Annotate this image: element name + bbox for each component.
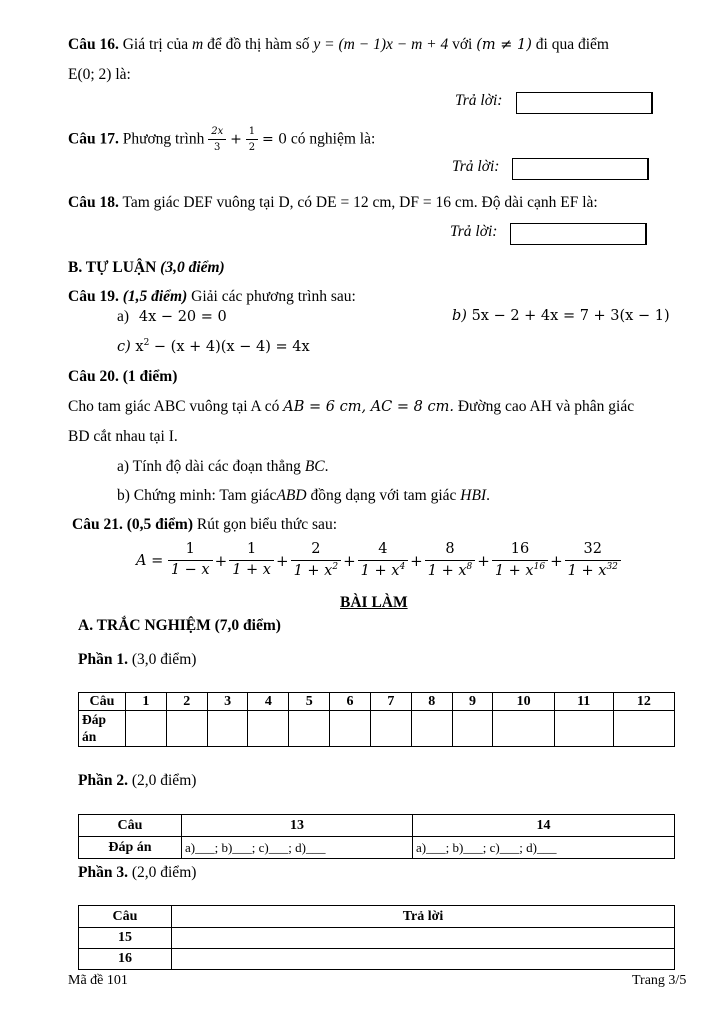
q21-term: $\frac{8}{1 + x^8}$ <box>425 542 476 580</box>
q16-answer-cell[interactable] <box>172 949 675 970</box>
answer-cell[interactable] <box>166 711 207 747</box>
q17-line: Câu 17. Phương trình $\frac{2x}{3}$ + $\frac{1}{2}$ = 0 có nghiệm là: <box>68 126 376 153</box>
bai-lam-heading: BÀI LÀM <box>340 594 408 611</box>
q20-line2: BD cắt nhau tại I. <box>68 428 178 445</box>
answer-cell[interactable] <box>613 711 674 747</box>
footer-exam-code: Mã đề 101 <box>68 973 128 988</box>
q18-answer-label: Trả lời: <box>450 223 498 240</box>
answer-cell[interactable] <box>554 711 613 747</box>
part-b-title: B. TỰ LUẬN (3,0 điểm) <box>68 259 225 276</box>
answer-cell[interactable] <box>452 711 493 747</box>
q19-line: Câu 19. (1,5 điểm) Giải các phương trình sau: <box>68 288 356 305</box>
q16-line1: Câu 16. Giá trị của m để đồ thị hàm số y = (m − 1)x − m + 4 với (m ≠ 1) đi qua điểm <box>68 36 609 53</box>
q20-b: b) Chứng minh: Tam giácABD đồng dạng với tam giác HBI. <box>117 487 490 504</box>
answer-cell[interactable] <box>493 711 554 747</box>
answer-cell[interactable] <box>370 711 411 747</box>
q17-fraction-1: $\frac{2x}{3}$ <box>208 126 226 153</box>
q19-b: b) 5x − 2 + 4x = 7 + 3(x − 1) <box>452 308 670 324</box>
phan2-title: Phần 2. (2,0 điểm) <box>78 772 197 789</box>
q21-expression: A = $\frac{1}{1 - x}$ + $\frac{1}{1 + x}$ + $\frac{2}{1 + x^2}$ + $\frac{4}{1 + x^4}$ + $\frac{8}{1 + x^8}$ + $\frac{16}{1 + x^{16}}$ + $\frac{32}{1 + x^{32}}$ <box>136 542 621 580</box>
answer-cell[interactable] <box>411 711 452 747</box>
phan1-row-label: Đáp án <box>79 711 126 747</box>
q20-label: Câu 20. (1 điểm) <box>68 368 178 385</box>
q16-answer-box[interactable] <box>516 92 653 114</box>
q21-term: $\frac{2}{1 + x^2}$ <box>291 542 342 580</box>
answer-cell[interactable] <box>207 711 248 747</box>
phan1-table: Câu 1 2 3 4 5 6 7 8 9 10 11 12 Đáp án <box>78 692 675 747</box>
q20-line1: Cho tam giác ABC vuông tại A có AB = 6 cm, AC = 8 cm. Đường cao AH và phân giác <box>68 398 635 415</box>
q17-fraction-2: $\frac{1}{2}$ <box>246 126 258 153</box>
phan3-table: Câu Trả lời 15 16 <box>78 905 675 970</box>
q21-term: $\frac{1}{1 - x}$ <box>168 542 213 579</box>
answer-cell[interactable] <box>330 711 371 747</box>
q14-answer-cell[interactable]: a)___; b)___; c)___; d)___ <box>413 837 675 859</box>
answer-cell[interactable] <box>126 711 167 747</box>
phan3-title: Phần 3. (2,0 điểm) <box>78 864 197 881</box>
q21-term: $\frac{1}{1 + x}$ <box>229 542 274 579</box>
q17-answer-label: Trả lời: <box>452 158 500 175</box>
q13-answer-cell[interactable]: a)___; b)___; c)___; d)___ <box>182 837 413 859</box>
phan1-title: Phần 1. (3,0 điểm) <box>78 651 197 668</box>
answer-cell[interactable] <box>289 711 330 747</box>
phan2-table: Câu 13 14 Đáp án a)___; b)___; c)___; d)___ a)___; b)___; c)___; d)___ <box>78 814 675 859</box>
q18-answer-box[interactable] <box>510 223 647 245</box>
q16-answer-label: Trả lời: <box>455 92 503 109</box>
q21-line: Câu 21. (0,5 điểm) Rút gọn biểu thức sau: <box>72 516 337 533</box>
q16-line2: E(0; 2) là: <box>68 66 131 83</box>
q16-formula: y = (m − 1)x − m + 4 <box>313 36 449 53</box>
q17-answer-box[interactable] <box>512 158 649 180</box>
q19-a: a) 4x − 20 = 0 <box>117 308 227 325</box>
q21-term: $\frac{32}{1 + x^{32}}$ <box>565 542 621 580</box>
footer-page-number: Trang 3/5 <box>632 973 687 988</box>
q16-label: Câu 16. <box>68 36 119 53</box>
part-a-title: A. TRẮC NGHIỆM (7,0 điểm) <box>78 617 281 634</box>
q21-term: $\frac{16}{1 + x^{16}}$ <box>492 542 548 580</box>
q18-line: Câu 18. Tam giác DEF vuông tại D, có DE = 12 cm, DF = 16 cm. Độ dài cạnh EF là: <box>68 194 598 211</box>
q20-a: a) Tính độ dài các đoạn thẳng BC. <box>117 458 329 475</box>
answer-cell[interactable] <box>248 711 289 747</box>
q15-answer-cell[interactable] <box>172 928 675 949</box>
q19-c: c) $x^2 - (x + 4)(x - 4) = 4x$ <box>117 338 310 355</box>
q21-term: $\frac{4}{1 + x^4}$ <box>358 542 409 580</box>
